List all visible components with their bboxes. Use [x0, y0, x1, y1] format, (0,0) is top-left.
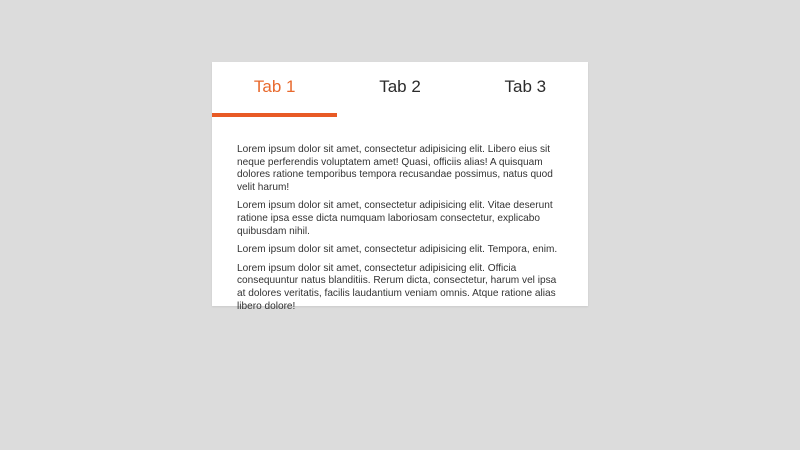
tabs-card	[212, 62, 588, 312]
tab-bar	[212, 62, 588, 116]
tab-3[interactable]: Tab 3	[504, 77, 547, 96]
tab-2[interactable]: Tab 2	[379, 77, 421, 96]
paragraph: Lorem ipsum dolor sit amet, consectetur adipisicing elit. Tempora, enim.	[237, 244, 558, 256]
paragraph: Lorem ipsum dolor sit amet, consectetur adipisicing elit. Vitae deserunt ratione ipsa esse dicta numquam laboriosam consectetur, explicabo quibusdam nihil.	[237, 200, 553, 237]
paragraph: Lorem ipsum dolor sit amet, consectetur adipisicing elit. Libero eius sit neque perferendis voluptatem amet! Quasi, officiis alias! A quisquam dolores ratione temporibus tempora recusandae possimus, natus quod velit harum!	[237, 144, 553, 193]
paragraph: Lorem ipsum dolor sit amet, consectetur adipisicing elit. Officia consequuntur natus blanditiis. Rerum dicta, consectetur, harum vel ipsa at dolores veritatis, facilis laudantium veniam omnis. Atque ratione alias libero dolore!	[237, 262, 557, 312]
tab-1[interactable]: Tab 1	[253, 77, 296, 96]
tab-panel-content	[212, 116, 588, 313]
active-tab-indicator	[212, 113, 337, 117]
